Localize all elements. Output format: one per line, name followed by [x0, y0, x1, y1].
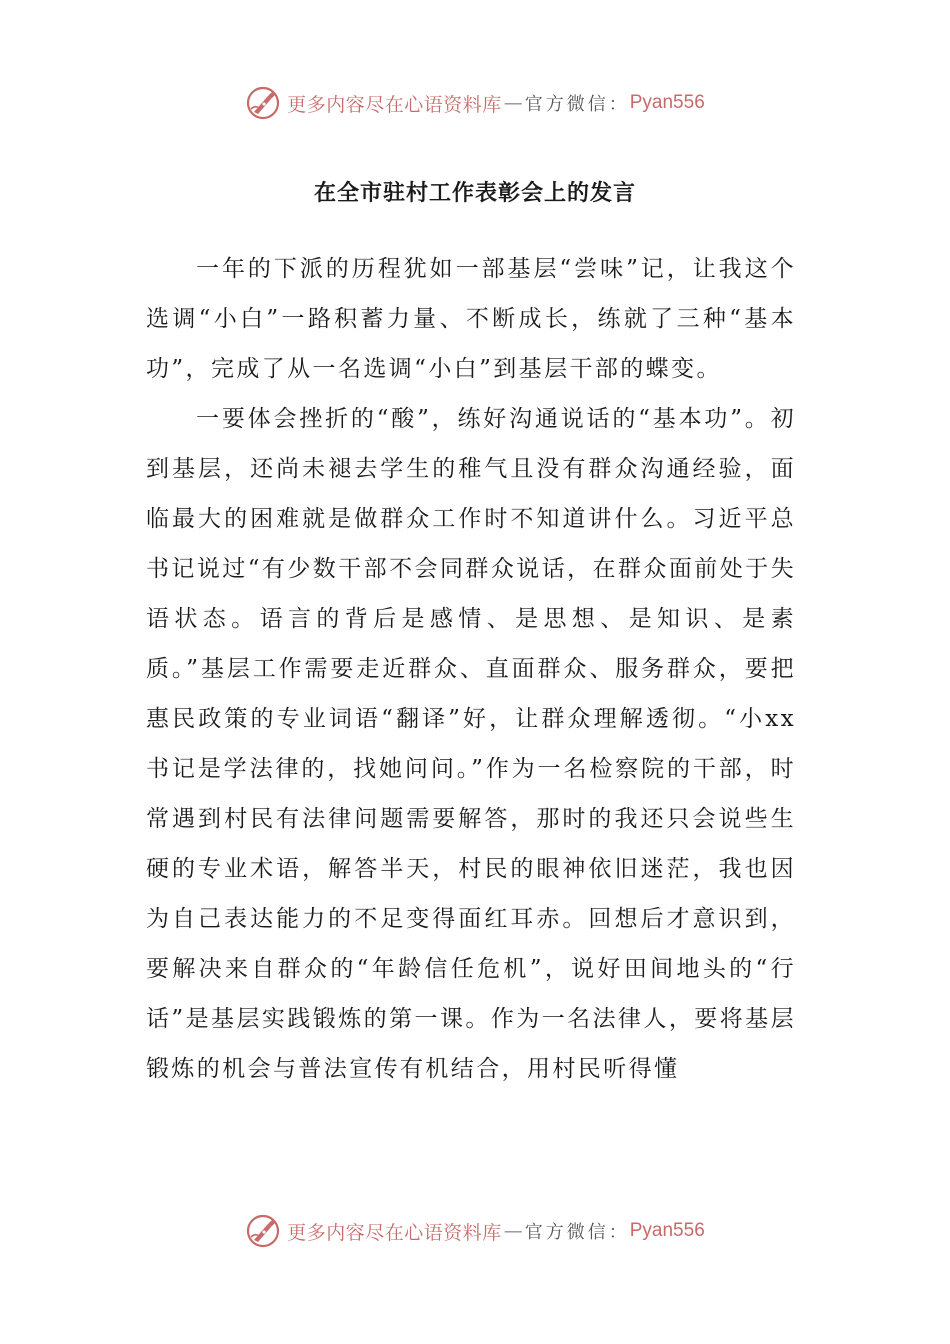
banner-wechat-label: 官方微信： [524, 94, 630, 115]
banner-brand-text: 更多内容尽在心语资料库 [287, 93, 502, 116]
banner-brand-text: 更多内容尽在心语资料库 [287, 1221, 502, 1244]
paragraph-communication: 一要体会挫折的“酸”，练好沟通说话的“基本功”。初到基层，还尚未褪去学生的稚气且没有群众沟通经验，面临最大的困难就是做群众工作时不知道讲什么。习近平总书记说过“有少数干部不会同群众说话，在群众面前处于失语状态。语言的背后是感情、是思想、是知识、是素质。”基层工作需要走近群众、直面群众、服务群众，要把惠民政策的专业词语“翻译”好，让群众理解透彻。“小xx书记是学法律的，找她问问。”作为一名检察院的干部，时常遇到村民有法律问题需要解答，那时的我还只会说些生硬的专业术语，解答半天，村民的眼神依旧迷茫，我也因为自己表达能力的不足变得面红耳赤。回想后才意识到，要解决来自群众的“年龄信任危机”，说好田间地头的“行话”是基层实践锻炼的第一课。作为一名法律人，要将基层锻炼的机会与普法宣传有机结合，用村民听得懂 [146, 406, 796, 1082]
footer-watermark-banner [0, 1206, 950, 1256]
banner-dash: — [503, 1220, 523, 1242]
header-watermark-banner [0, 78, 950, 128]
banner-wechat-label: 官方微信： [524, 1222, 630, 1243]
banner-dash: — [503, 92, 523, 114]
pen-nib-logo-icon [245, 85, 281, 121]
document-body [146, 244, 796, 1094]
paragraph-intro: 一年的下派的历程犹如一部基层“尝味”记，让我这个选调“小白”一路积蓄力量、不断成长，练就了三种“基本功”，完成了从一名选调“小白”到基层干部的蝶变。 [146, 256, 796, 382]
banner-wechat-id: Pyan556 [629, 92, 705, 113]
banner-wechat-id: Pyan556 [629, 1220, 705, 1241]
document-title: 在全市驻村工作表彰会上的发言 [313, 181, 636, 206]
pen-nib-logo-icon [245, 1213, 281, 1249]
